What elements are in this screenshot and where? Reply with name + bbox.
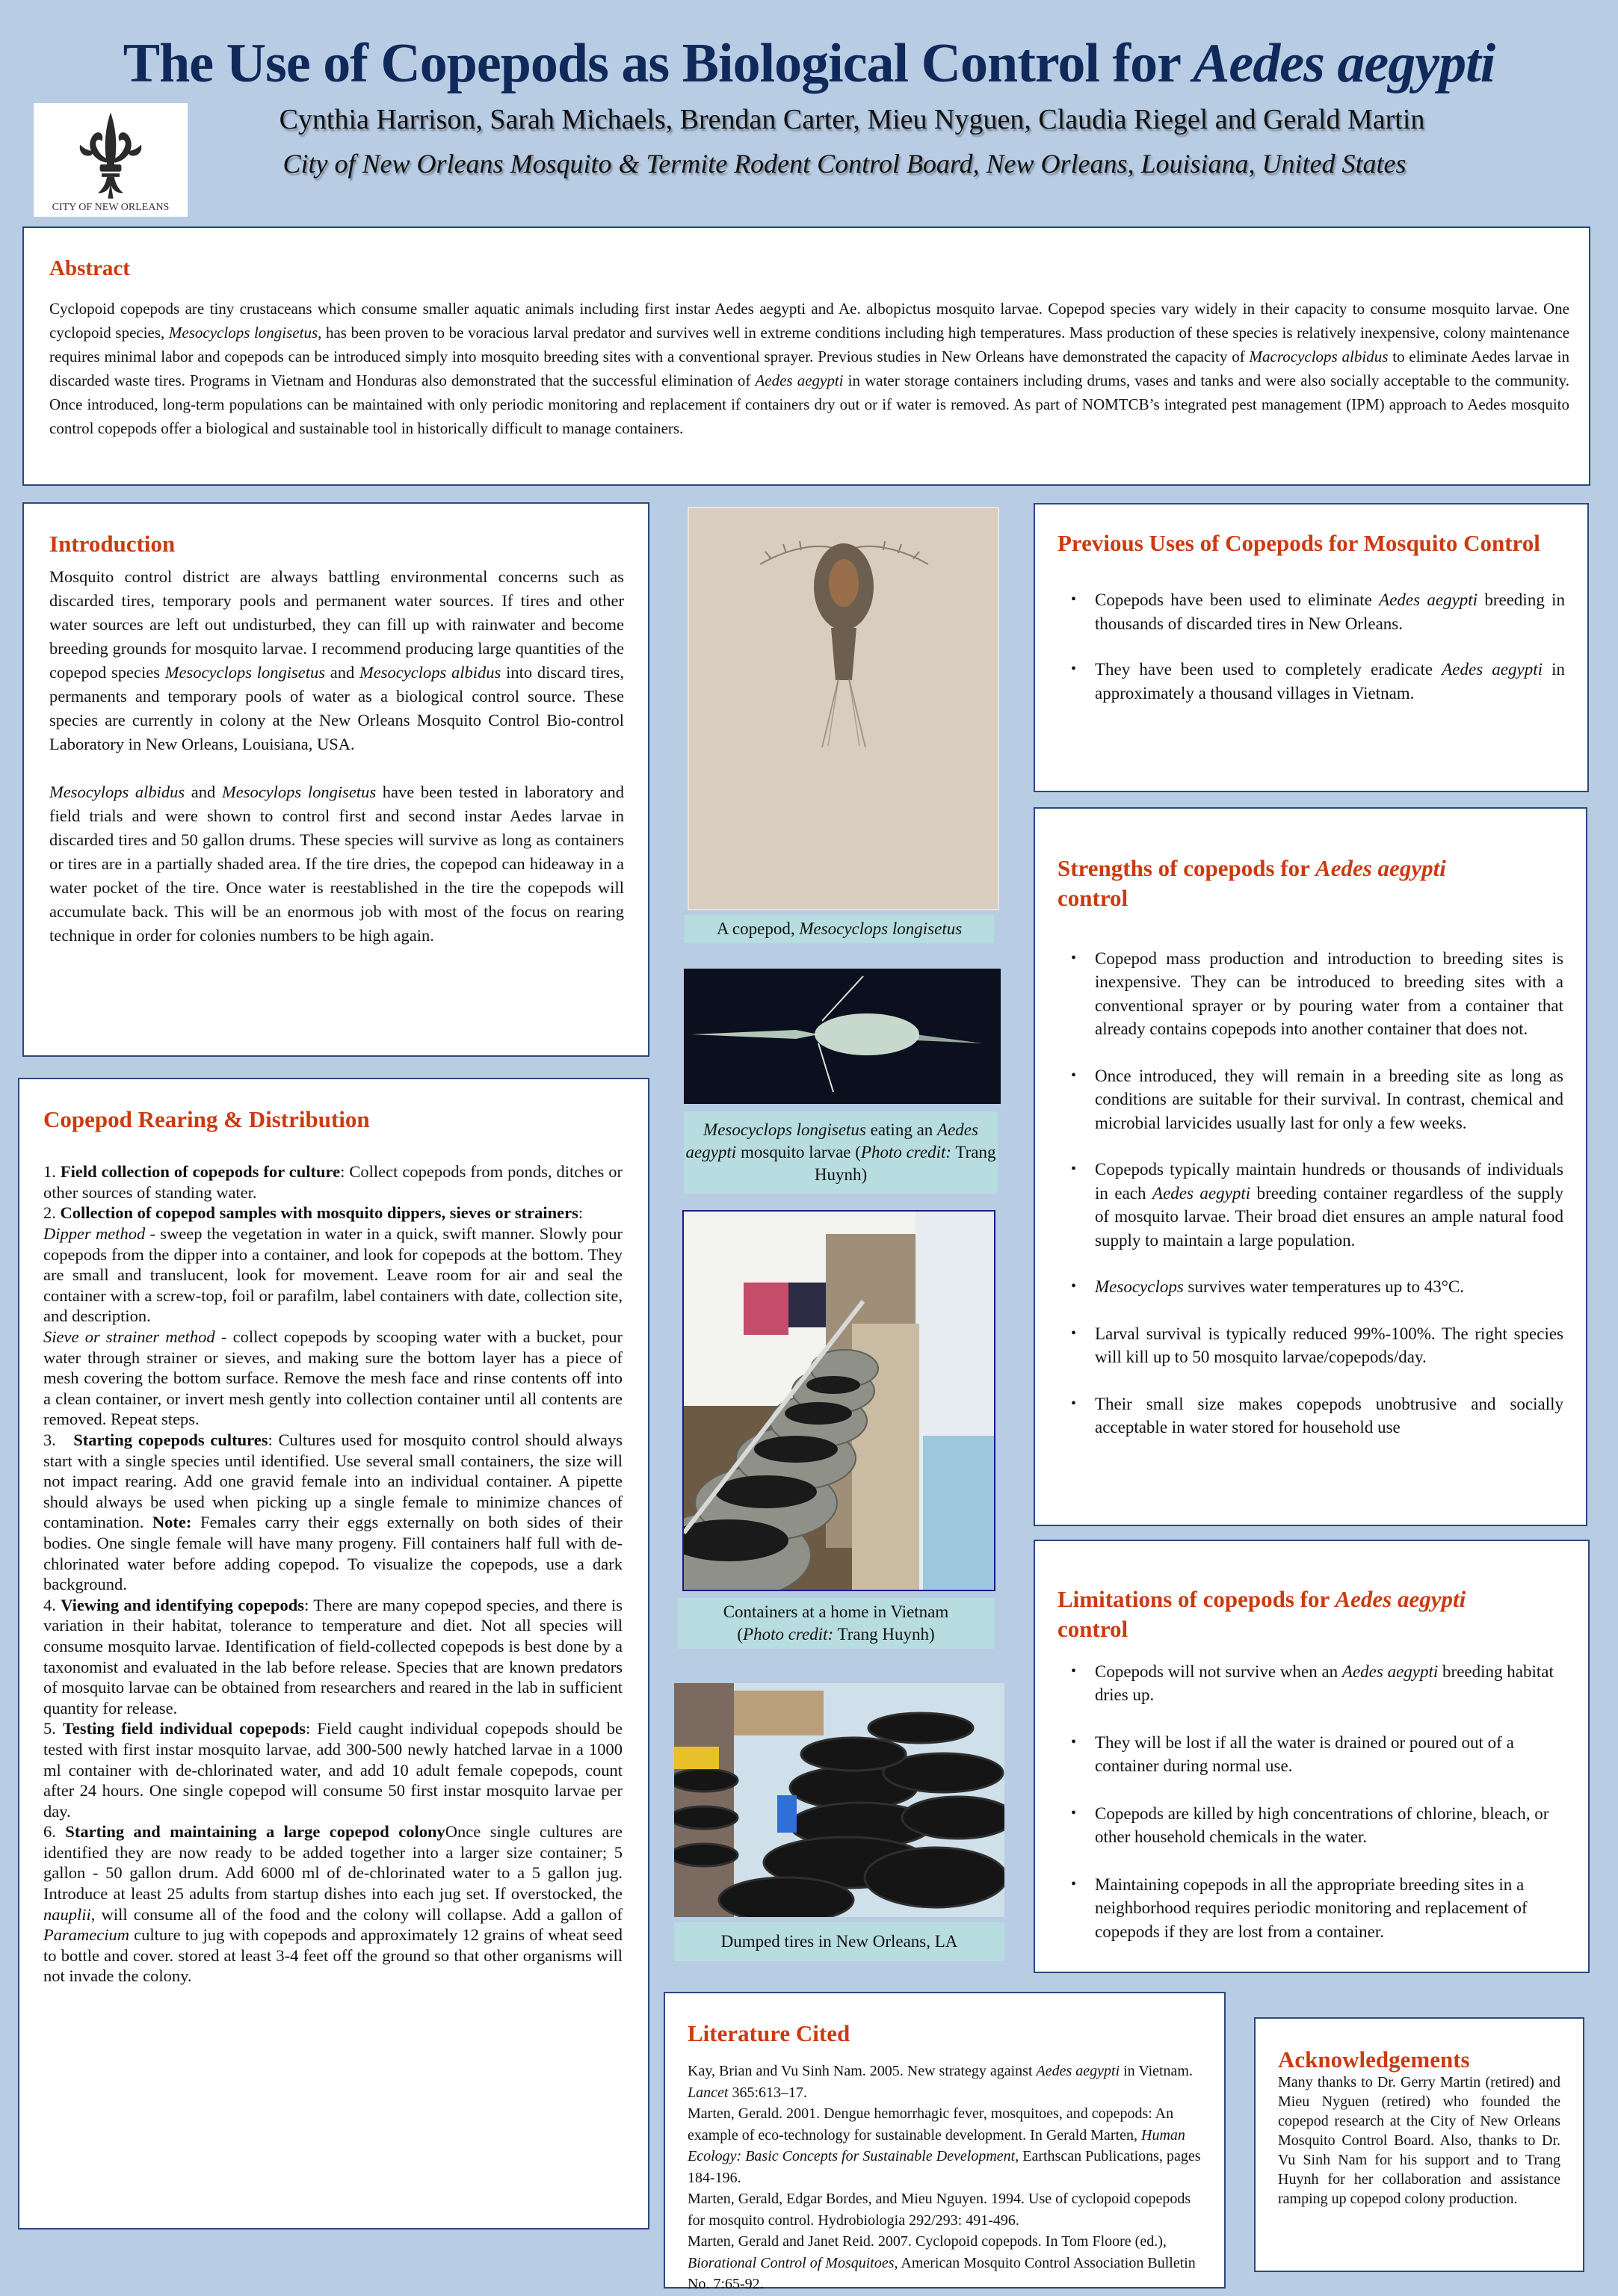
- limitations-section: [1034, 1540, 1590, 1973]
- rearing-step-4: 4. Viewing and identifying copepods: There are many copepod species, and there is variation in their habitat, tolerance to temperature and diet. Not all species will consume mosquito larvae. Identification of field-collected copepods is best done by a taxonomist and evaluated in the lab before release. Species that are known predators of mosquito larvae can be obtained from researchers and reared in the lab in sufficient quantity for release.: [43, 1595, 623, 1718]
- introduction-heading: Introduction: [49, 531, 176, 557]
- reference-item: Marten, Gerald, Edgar Bordes, and Mieu Nguyen. 1994. Use of cyclopoid copepods for mosquito control. Hydrobiologia 292/293: 491-496.: [688, 2191, 1191, 2229]
- rearing-dipper-method: Dipper method - sweep the vegetation in water in a quick, swift manner. Slowly pour copepods from the dipper into a container, and look for copepods at the bottom. They are small and translucent, look for movement. Leave room for air and seal the container with a screw-top, foil or parafilm, label containers with date, collection site, and description.: [43, 1224, 623, 1326]
- vietnam-containers-photo: [682, 1210, 995, 1591]
- list-item: • Copepods have been used to eliminate Aedes aegypti breeding in thousands of discarded tires in New Orleans.: [1071, 588, 1565, 635]
- vietnam-caption: Containers at a home in Vietnam (Photo credit: Trang Huynh): [678, 1598, 994, 1649]
- list-item: • Once introduced, they will remain in a breeding site as long as conditions are suitable for their survival. In contrast, chemical and microbial larvicides usually last for only a few weeks.: [1071, 1064, 1563, 1135]
- previous-uses-section: [1034, 503, 1589, 792]
- water-jars-illustration-icon: [684, 1212, 995, 1591]
- reference-item: Marten, Gerald and Janet Reid. 2007. Cyclopoid copepods. In Tom Floore (ed.), Biorational Control of Mosquitoes, American Mosquito Control Association Bulletin No. 7:65-92.: [688, 2233, 1196, 2293]
- rearing-step-1: 1. Field collection of copepods for culture: Collect copepods from ponds, ditches or other sources of standing water.: [43, 1162, 623, 1202]
- introduction-paragraph-1: Mosquito control district are always battling environmental concerns such as discarded tires, temporary pools and permanent water sources. If tires and other water sources are left out undisturbed, they can fill up with rainwater and become breeding grounds for mosquito larvae. I recommend producing large quantities of the copepod species Mesocyclops longisetus and Mesocyclops albidus into discard tires, permanents and temporary pools of water as a biological control source. These species are currently in colony at the New Orleans Mosquito Control Bio-control Laboratory in New Orleans, Louisiana, USA.: [49, 567, 624, 754]
- copepod-larva-illustration-icon: [684, 969, 1001, 1104]
- list-item: • They have been used to completely eradicate Aedes aegypti in approximately a thousand villages in Vietnam.: [1071, 658, 1565, 705]
- strengths-section: [1034, 807, 1587, 1526]
- acknowledgements-heading: Acknowledgements: [1278, 2046, 1470, 2073]
- fleur-de-lis-icon: [62, 111, 159, 200]
- abstract-text: Cyclopoid copepods are tiny crustaceans which consume smaller aquatic animals including first instar Aedes aegypti and Ae. albopictus mosquito larvae. Copepod species vary widely in their capacity to consume mosquito larvae. One cyclopoid species, Mesocyclops longisetus, has been proven to be voracious larval predator and survives well in extreme conditions including high temperatures. Mass production of these species is relatively inexpensive, colony maintenance requires minimal labor and copepods can be introduced simply into mosquito breeding sites with a conventional sprayer. Previous studies in New Orleans have demonstrated the capacity of Macrocyclops albidus to eliminate Aedes larvae in discarded waste tires. Programs in Vietnam and Honduras also demonstrated that the successful elimination of Aedes aegypti in water storage containers including drums, vases and tanks and were also socially acceptable to the community. Once introduced, long-term populations can be maintained with only periodic monitoring and replacement if containers dry out or if water is removed. As part of NOMTCB’s integrated pest management (IPM) approach to Aedes mosquito control copepods offer a biological and sustainable tool in historically difficult to manage containers.: [49, 299, 1570, 437]
- list-item: • Copepods are killed by high concentrations of chlorine, bleach, or other household chemicals in the water.: [1071, 1802, 1566, 1849]
- limitations-heading: Limitations of copepods for Aedes aegypti control: [1057, 1586, 1466, 1643]
- acknowledgements-section: [1254, 2017, 1584, 2272]
- abstract-heading: Abstract: [49, 256, 130, 280]
- copepod-photo: [688, 507, 999, 910]
- poster-title: The Use of Copepods as Biological Control for Aedes aegypti: [123, 33, 1495, 94]
- literature-heading: Literature Cited: [688, 2020, 850, 2046]
- list-item: • Their small size makes copepods unobtrusive and socially acceptable in water stored for household use: [1071, 1392, 1563, 1439]
- author-list: Cynthia Harrison, Sarah Michaels, Brendan Carter, Mieu Nyguen, Claudia Riegel and Gerald Martin: [279, 104, 1425, 135]
- limitations-list: [1057, 1660, 1566, 1944]
- rearing-sieve-method: Sieve or strainer method - collect copepods by scooping water with a bucket, pour water through strainer or sieves, and making sure the bottom layer has a piece of mesh covering the bottom surface. Remove the mesh face and rinse contents off into a clean container, or invert mesh gently into collection container until all contents are removed. Repeat steps.: [43, 1327, 623, 1429]
- affiliation: City of New Orleans Mosquito & Termite Rodent Control Board, New Orleans, Louisiana, United States: [282, 149, 1407, 179]
- list-item: • Larval survival is typically reduced 99%-100%. The right species will kill up to 50 mosquito larvae/copepods/day.: [1071, 1322, 1563, 1369]
- list-item: • They will be lost if all the water is drained or poured out of a container during normal use.: [1071, 1731, 1566, 1778]
- reference-item: Kay, Brian and Vu Sinh Nam. 2005. New strategy against Aedes aegypti in Vietnam. Lancet 365:613–17.: [688, 2063, 1193, 2101]
- introduction-paragraph-2: Mesocylops albidus and Mesocylops longisetus have been tested in laboratory and field trials and were shown to control first and second instar Aedes larvae in discarded tires and 50 gallon drums. These species will survive as long as containers or tires are in a partially shaded area. If the tire dries, the copepod can hideaway in a water pocket of the tire. Once water is reestablished in the tire the copepods will accumulate back. This will be an enormous job with most of the focus on rearing technique in order for colonies numbers to be high again.: [49, 783, 624, 945]
- dumped-tires-photo: [674, 1683, 1004, 1917]
- copepod-illustration-icon: [689, 508, 999, 910]
- introduction-section: [22, 502, 649, 1057]
- list-item: • Copepod mass production and introduction to breeding sites is inexpensive. They can be introduced to breeding sites with a conventional sprayer or by pouring water from a container that already contains copepods into another container that does not.: [1071, 947, 1563, 1041]
- previous-uses-heading: Previous Uses of Copepods for Mosquito Control: [1057, 530, 1540, 556]
- copepod-caption: A copepod, Mesocyclops longisetus: [685, 915, 994, 943]
- literature-section: [664, 1992, 1226, 2293]
- rearing-step-3: 3. Starting copepods cultures: Cultures used for mosquito control should always start with a single species until identified. Use several small containers, the size will not impact rearing. Add one gravid female into an individual container. A pipette should always be used when picking up a single female to minimize chances of contamination. Note: Females carry their eggs externally on both sides of their bodies. One single female will have many progeny. Fill containers half full with de-chlorinated water before adding copepod. To visualize the copepods, use a dark background.: [43, 1431, 623, 1594]
- strengths-heading: Strengths of copepods for Aedes aegypti control: [1057, 855, 1446, 912]
- list-item: • Maintaining copepods in all the appropriate breeding sites in a neighborhood requires periodic monitoring and replacement of copepods if they are lost from a container.: [1071, 1873, 1566, 1944]
- reference-item: Marten, Gerald. 2001. Dengue hemorrhagic fever, mosquitoes, and copepods: An example of eco-technology for sustainable development. In Gerald Marten, Human Ecology: Basic Concepts for Sustainable Development, Earthscan Publications, pages 184-196.: [688, 2105, 1201, 2186]
- rearing-step-2: 2. Collection of copepod samples with mosquito dippers, sieves or strainers:: [43, 1203, 584, 1223]
- city-logo: [34, 103, 188, 217]
- larva-caption: Mesocyclops longisetus eating an Aedes aegypti mosquito larvae (Photo credit: Trang Huynh): [684, 1111, 998, 1194]
- strengths-list: [1057, 947, 1563, 1439]
- rearing-section: [18, 1078, 649, 2229]
- list-item: • Copepods typically maintain hundreds or thousands of individuals in each Aedes aegypti breeding container regardless of the supply of mosquito larvae. Their broad diet ensures an ample natural food supply to maintain a large population.: [1071, 1158, 1563, 1252]
- tires-caption: Dumped tires in New Orleans, LA: [674, 1922, 1004, 1961]
- logo-caption: CITY OF NEW ORLEANS: [52, 202, 170, 213]
- copepod-eating-larva-photo: [684, 969, 1001, 1104]
- rearing-step-6: 6. Starting and maintaining a large copepod colonyOnce single cultures are identified they are now ready to be added together into a larger size container; 5 gallon - 50 gallon drum. Add 6000 ml of de-chlorinated water to a 5 gallon jug. Introduce at least 25 adults from startup dishes into each jug set. If overstocked, the nauplii, will consume all of the food and the colony will collapse. Add a gallon of Paramecium culture to jug with copepods and approximately 12 grains of wheat seed to bottle and cover. stored at least 3-4 feet off the ground so that other organisms will not invade the colony.: [43, 1822, 623, 1986]
- tires-illustration-icon: [674, 1683, 1004, 1917]
- acknowledgements-text: Many thanks to Dr. Gerry Martin (retired) and Mieu Nyguen (retired) who founded the copepod research at the City of New Orleans Mosquito Control Board. Also, thanks to Dr. Vu Sinh Nam for his support and to Trang Huynh for her collaboration and assistance ramping up copepod colony production.: [1278, 2074, 1560, 2208]
- abstract-section: [22, 226, 1590, 486]
- rearing-step-5: 5. Testing field individual copepods: Field caught individual copepods should be tested with first instar mosquito larvae, add 300-500 newly hatched larvae in a 1000 ml container with de-chlorinated water, and add 10 adult female copepods, count after 24 hours. One single copepod will consume 50 first instar mosquito larvae per day.: [43, 1719, 623, 1821]
- previous-uses-list: [1057, 588, 1565, 705]
- list-item: • Mesocyclops survives water temperatures up to 43°C.: [1071, 1275, 1563, 1299]
- list-item: • Copepods will not survive when an Aedes aegypti breeding habitat dries up.: [1071, 1660, 1566, 1707]
- rearing-heading: Copepod Rearing & Distribution: [43, 1106, 370, 1132]
